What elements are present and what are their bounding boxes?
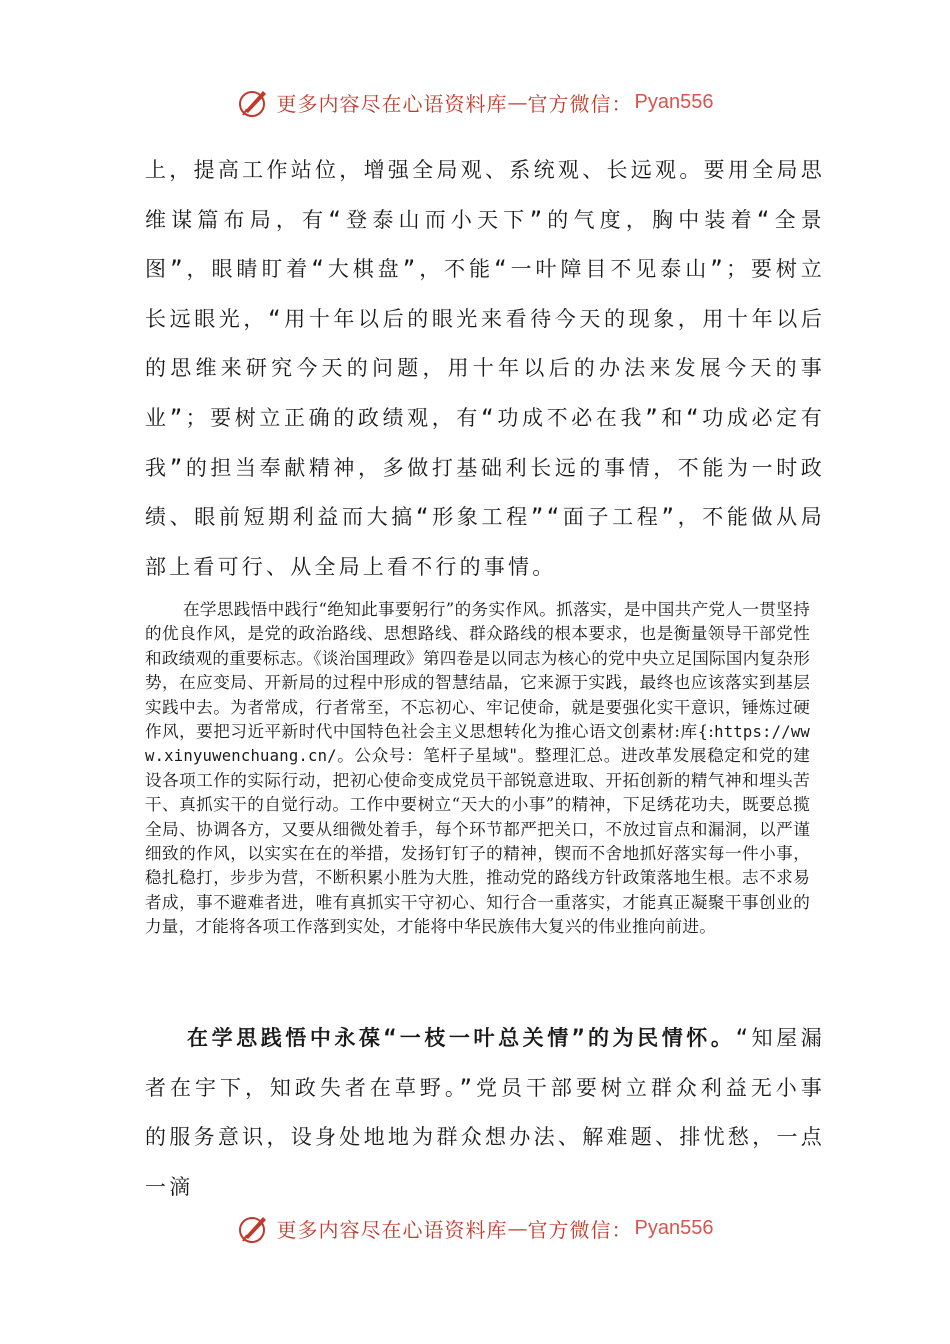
footer-site-text: 更多内容尽在心语资料库 bbox=[276, 1217, 508, 1242]
footer-separator: — bbox=[507, 1216, 528, 1240]
header-site-text: 更多内容尽在心语资料库 bbox=[276, 91, 508, 116]
footer-account-label: 官方微信： bbox=[527, 1217, 633, 1242]
body-paragraph-1: 上，提高工作站位，增强全局观、系统观、长远观。要用全局思维谋篇布局，有“登泰山而小天下”的气度，胸中装着“全景图”，眼睛盯着“大棋盘”，不能“一叶障目不见泰山”；要树立长远眼光，“用十年以后的眼光来看待今天的现象，用十年以后的思维来研究今天的问题，用十年以后的办法来发展今天的事业”；要树立正确的政绩观，有“功成不必在我”和“功成必定有我”的担当奉献精神，多做打基础利长远的事情，不能为一时政绩、眼前短期利益而大搞“形象工程”“面子工程”，不能做从局部上看可行、从全局上看不行的事情。 bbox=[145, 158, 825, 579]
paragraph-2-text-a: 在学思践悟中践行“绝知此事要躬行”的务实作风。抓落实，是中国共产党人一贯坚持的优良作风，是党的政治路线、思想路线、群众路线的根本要求，也是衡量领导干部党性和政绩观的重要标志。《谈治国理政》第四卷是以同志为核心的党中央立足国际国内复杂形势，在应变局、开新局的过程中形成的智慧结晶，它来源于实践，最终也应该落实到基层实践中去。为者常成，行者常至，不忘初心、牢记使命，就是要强化实干意识，锤炼过硬作风，要把习近平新时代中国特色社会主义思想转化为推心语文创素材:库{: bbox=[145, 600, 810, 742]
paragraph-3-heading: 在学思践悟中永葆“一枝一叶总关情”的为民情怀。 bbox=[187, 1026, 736, 1050]
body-paragraph-2 bbox=[145, 598, 810, 940]
header-banner bbox=[0, 82, 950, 122]
footer-banner bbox=[0, 1208, 950, 1248]
quill-logo-icon bbox=[237, 1211, 271, 1245]
footer-account-id: Pyan556 bbox=[634, 1216, 714, 1239]
paragraph-2-url: https://www.xinyuwenchuang.cn/ bbox=[145, 723, 810, 766]
header-account-label: 官方微信： bbox=[527, 91, 633, 116]
paragraph-3-text: “知屋漏者在宇下，知政失者在草野。”党员干部要树立群众利益无小事的服务意识，设身处地地为群众想办法、解难题、排忧愁，一点一滴 bbox=[145, 1026, 825, 1199]
header-account-id: Pyan556 bbox=[634, 90, 714, 113]
quill-logo-icon bbox=[237, 85, 271, 119]
paragraph-2-text-b: 。公众号：笔杆子星域"。整理汇总。进改革发展稳定和党的建设各项工作的实际行动，把初心使命变成党员干部锐意进取、开拓创新的精气神和埋头苦干、真抓实干的自觉行动。工作中要树立“天大的小事”的精神，下足绣花功夫，既要总揽全局、协调各方，又要从细微处着手，每个环节都严把关口，不放过盲点和漏洞，以严谨细致的作风，以实实在在的举措，发扬钉钉子的精神，锲而不舍地抓好落实每一件小事，稳扎稳打，步步为营，不断积累小胜为大胜，推动党的路线方针政策落地生根。志不求易者成，事不避难者进，唯有真抓实干守初心、知行合一重落实，才能真正凝聚干事创业的力量，才能将各项工作落到实处，才能将中华民族伟大复兴的伟业推向前进。 bbox=[145, 746, 810, 937]
header-separator: — bbox=[507, 90, 528, 114]
body-paragraph-3 bbox=[145, 1014, 825, 1212]
